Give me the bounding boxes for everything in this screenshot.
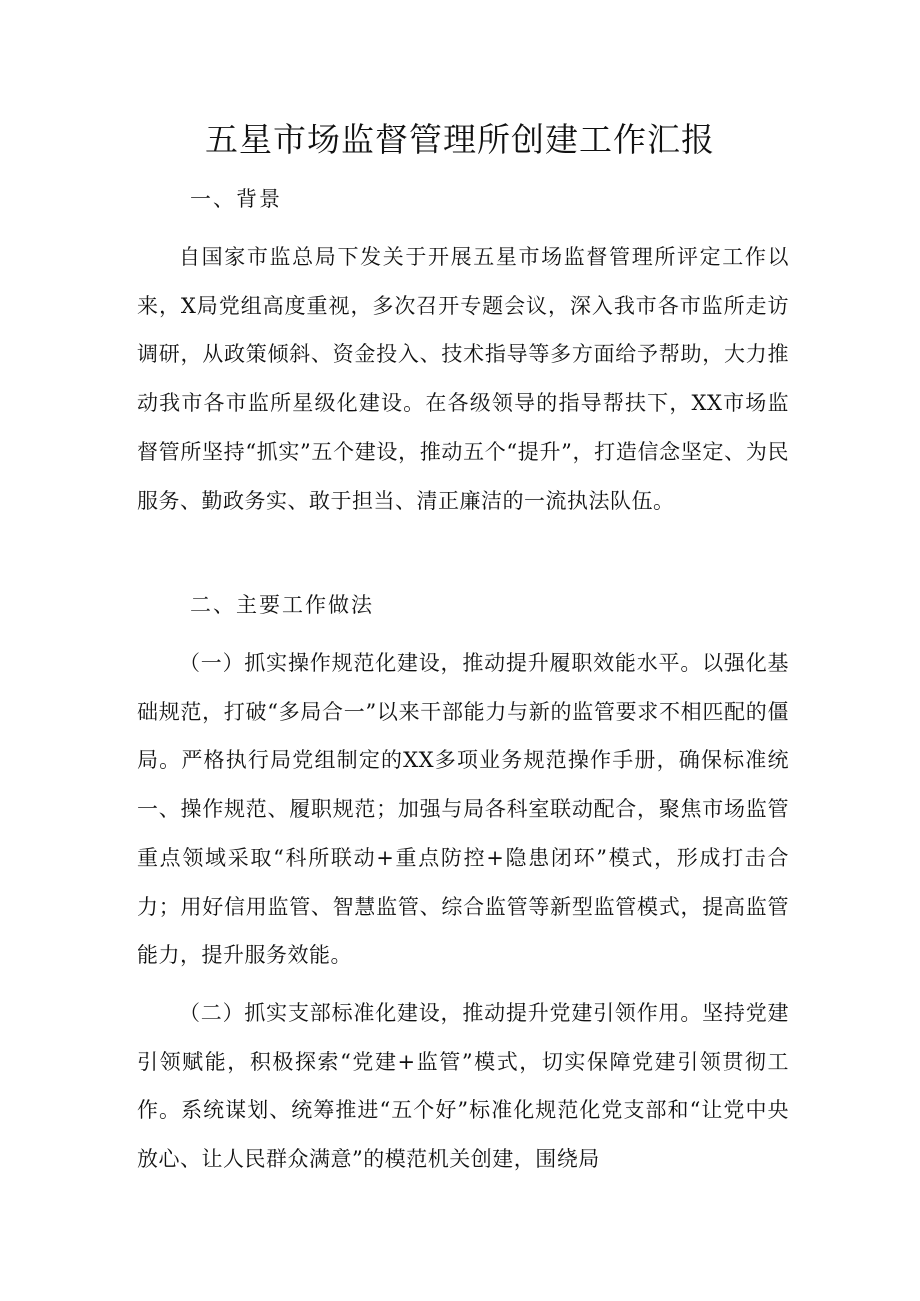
section-heading-background: 一、背景 xyxy=(190,187,282,211)
document-title: 五星市场监督管理所创建工作汇报 xyxy=(205,120,715,159)
section-heading-main-work: 二、主要工作做法 xyxy=(190,593,374,617)
paragraph-standardization: （一）抓实操作规范化建设，推动提升履职效能水平。以强化基础规范，打破“多局合一”以来干部能力与新的监管要求不相匹配的僵局。严格执行局党组制定的XX多项业务规范操作手册，确保标准统一、操作规范、履职规范；加强与局各科室联动配合，聚焦市场监管重点领域采取“科所联动+重点防控+隐患闭环”模式，形成打击合力；用好信用监管、智慧监管、综合监管等新型监管模式，提高监管能力，提升服务效能。 xyxy=(137,651,789,968)
paragraph-background: 自国家市监总局下发关于开展五星市场监督管理所评定工作以来，X局党组高度重视，多次召开专题会议，深入我市各市监所走访调研，从政策倾斜、资金投入、技术指导等多方面给予帮助，大力推动我市各市监所星级化建设。在各级领导的指导帮扶下，XX市场监督管所坚持“抓实”五个建设，推动五个“提升”，打造信念坚定、为民服务、勤政务实、敢于担当、清正廉洁的一流执法队伍。 xyxy=(137,245,789,513)
paragraph-party-branch: （二）抓实支部标准化建设，推动提升党建引领作用。坚持党建引领赋能，积极探索“党建+监管”模式，切实保障党建引领贯彻工作。系统谋划、统筹推进“五个好”标准化规范化党支部和“让党中央放心、让人民群众满意”的模范机关创建，围绕局 xyxy=(137,1001,789,1172)
